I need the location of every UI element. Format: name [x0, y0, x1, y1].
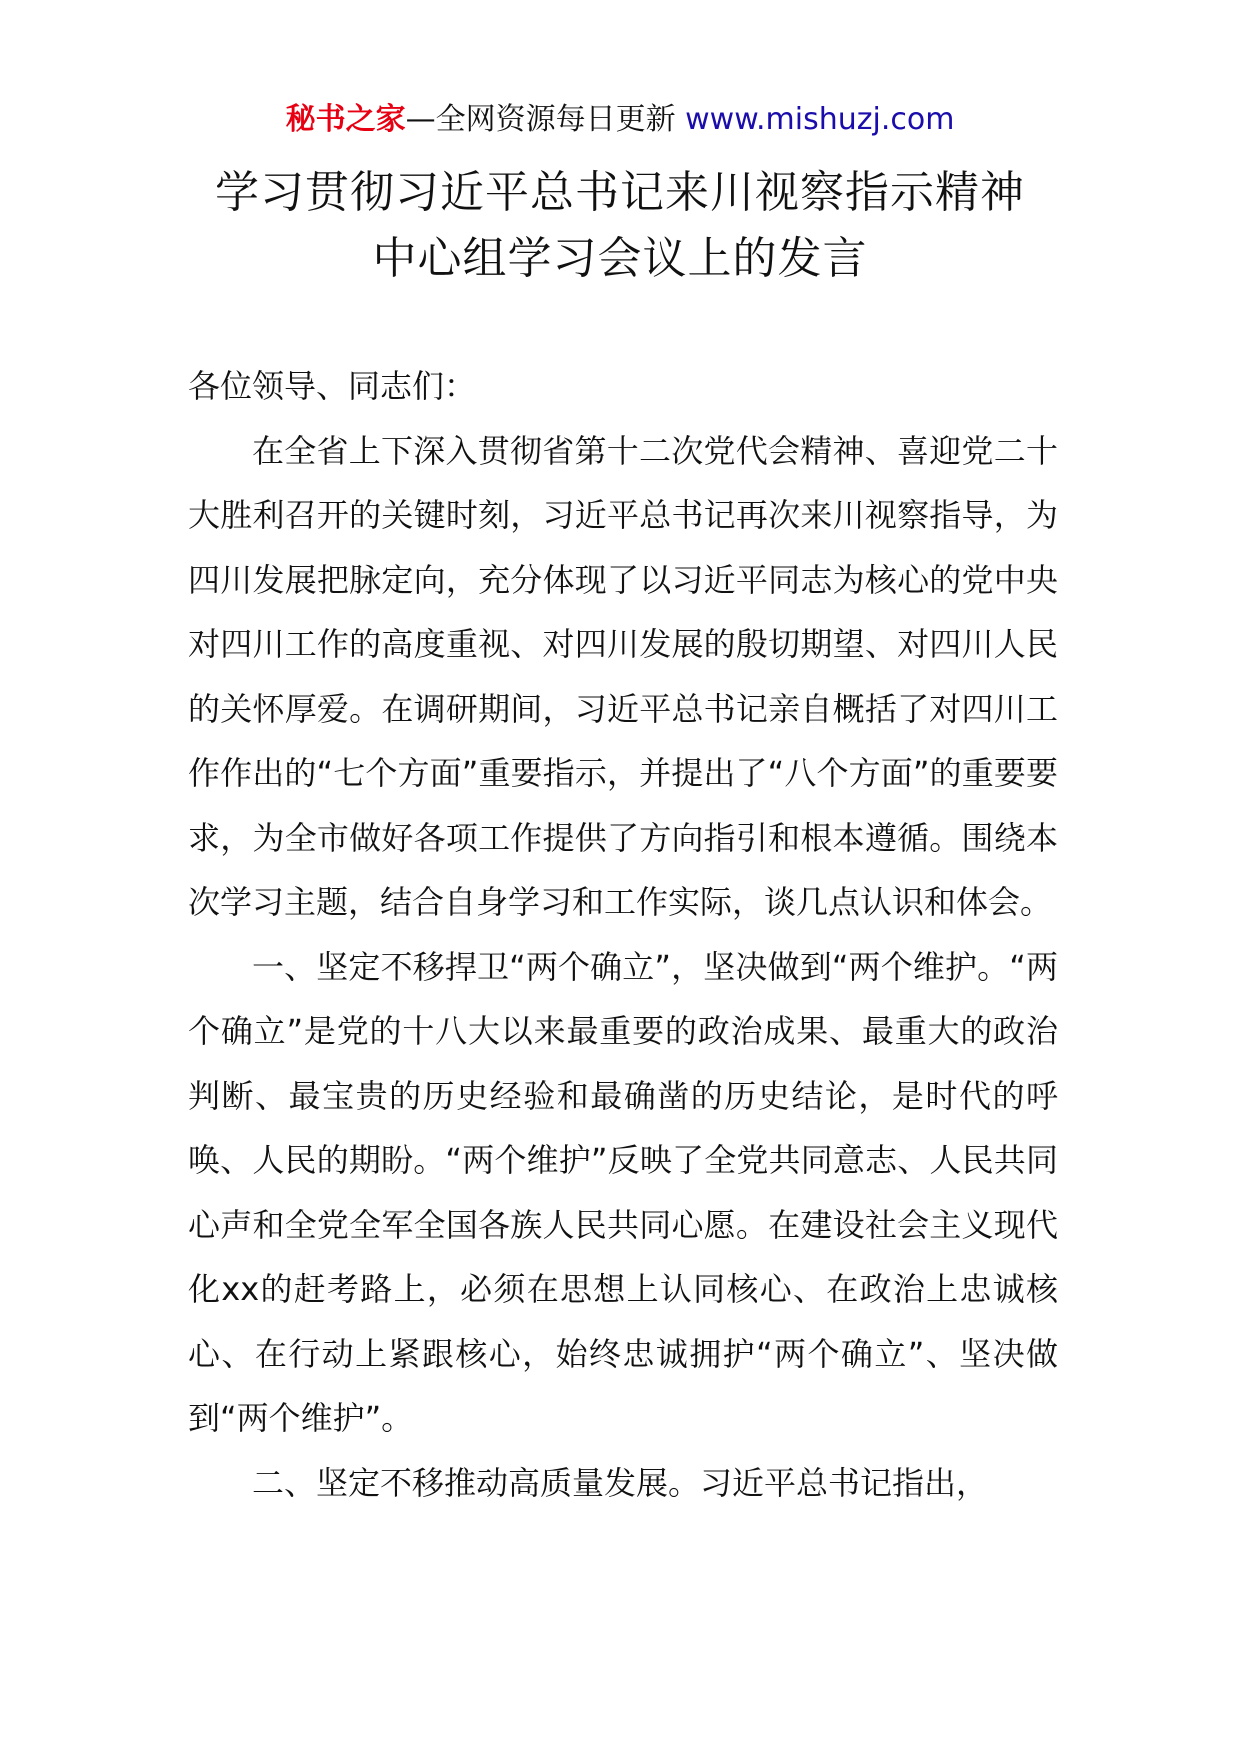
title-line-1: 学习贯彻习近平总书记来川视察指示精神 — [215, 167, 1025, 218]
salutation: 各位领导、同志们： — [188, 367, 477, 405]
body-paragraph-section-1: 一、坚定不移捍卫“两个确立”，坚决做到“两个维护。“两个确立”是党的十八大以来最重要的政治成果、最重大的政治判断、最宝贵的历史经验和最确凿的历史结论，是时代的呼唤、人民的期盼。“两个维护”反映了全党共同意志、人民共同心声和全党全军全国各族人民共同心愿。在建设社会主义现代化xx的赶考路上，必须在思想上认同核心、在政治上忠诚核心、在行动上紧跟核心，始终忠诚拥护“两个确立”、坚决做到“两个维护”。 — [188, 947, 1058, 1437]
site-header — [0, 100, 1240, 140]
body-paragraph-intro: 在全省上下深入贯彻省第十二次党代会精神、喜迎党二十大胜利召开的关键时刻，习近平总书记再次来川视察指导，为四川发展把脉定向，充分体现了以习近平同志为核心的党中央对四川工作的高度重视、对四川发展的殷切期望、对四川人民的关怀厚爱。在调研期间，习近平总书记亲自概括了对四川工作作出的“七个方面”重要指示，并提出了“八个方面”的重要要求，为全市做好各项工作提供了方向指引和根本遵循。围绕本次学习主题，结合自身学习和工作实际，谈几点认识和体会。 — [188, 431, 1058, 921]
body-paragraph-section-2: 二、坚定不移推动高质量发展。习近平总书记指出， — [252, 1463, 989, 1502]
title-line-2: 中心组学习会议上的发言 — [372, 233, 868, 284]
document-body — [188, 354, 1058, 1515]
header-slogan: —全网资源每日更新 — [405, 102, 676, 137]
brand-name: 秘书之家 — [285, 102, 406, 137]
site-url-link[interactable]: www.mishuzj.com — [685, 102, 955, 137]
document-title — [0, 160, 1240, 292]
